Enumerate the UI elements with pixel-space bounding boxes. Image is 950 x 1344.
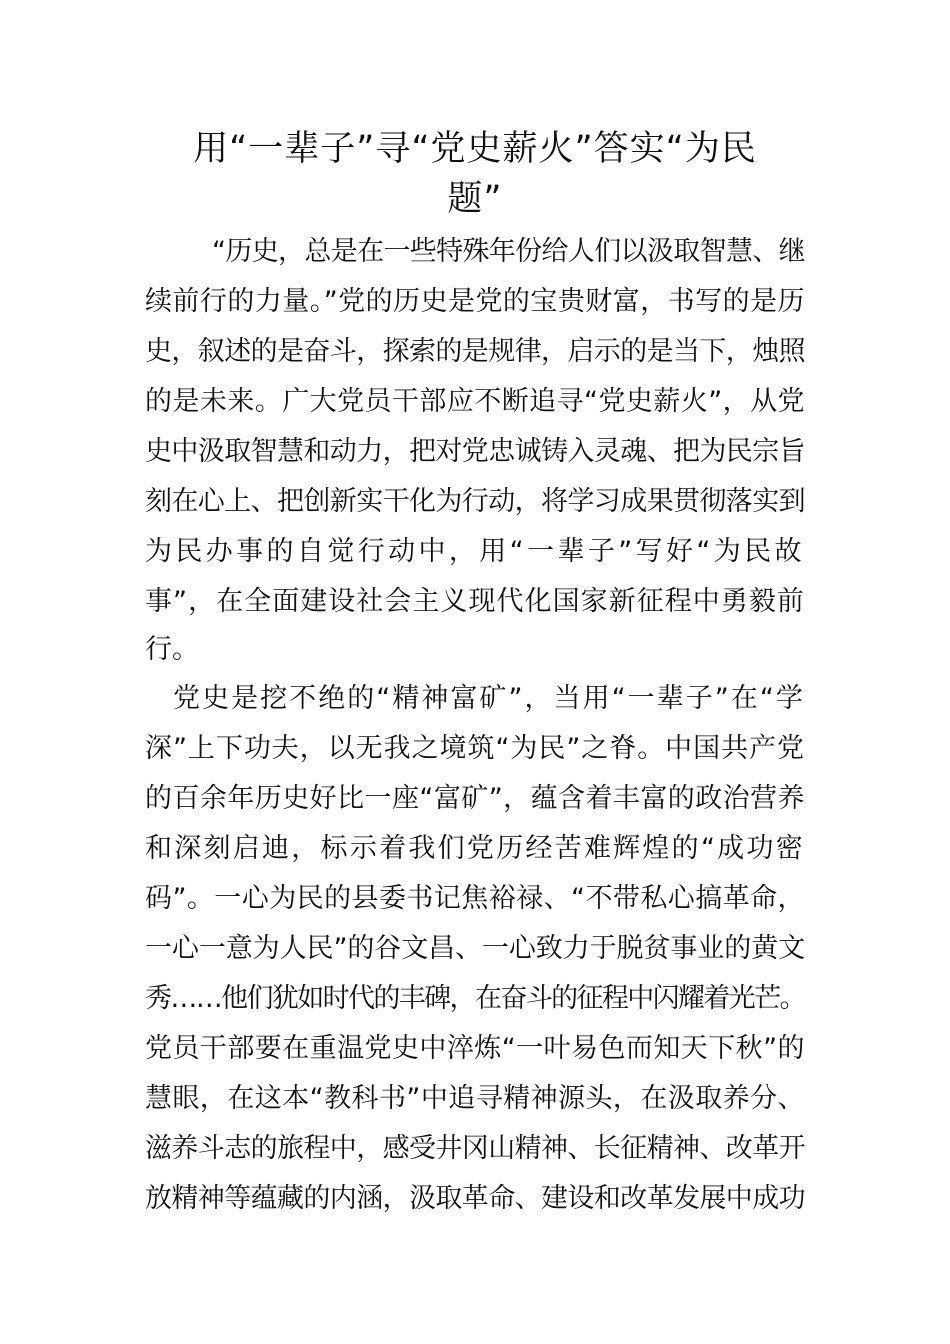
document-title — [140, 124, 810, 224]
paragraph-line: 和深刻启迪，标示着我们党历经苦难辉煌的“成功密 — [145, 833, 805, 864]
paragraph-line: “历史，总是在一些特殊年份给人们以汲取智慧、继 — [212, 236, 806, 267]
paragraph-line: 的百余年历史好比一座“富矿”，蕴含着丰富的政治营养 — [145, 783, 805, 814]
paragraph-line: 行。 — [145, 634, 199, 665]
paragraph-line: 放精神等蕴藏的内涵，汲取革命、建设和改革发展中成功 — [145, 1183, 805, 1214]
paragraph-line: 码”。一心为民的县委书记焦裕禄、“不带私心搞革命， — [145, 883, 805, 914]
paragraph-line: 史中汲取智慧和动力，把对党忠诚铸入灵魂、把为民宗旨 — [145, 436, 805, 467]
paragraph-line: 续前行的力量。”党的历史是党的宝贵财富，书写的是历 — [145, 286, 805, 317]
title-line: 题” — [447, 179, 503, 219]
paragraph-line: 党员干部要在重温党史中淬炼“一叶易色而知天下秋”的 — [145, 1033, 805, 1064]
paragraph-line: 滋养斗志的旅程中，感受井冈山精神、长征精神、改革开 — [145, 1133, 805, 1164]
paragraph-line: 党史是挖不绝的“精神富矿”，当用“一辈子”在“学 — [173, 683, 805, 714]
paragraph-line: 事”，在全面建设社会主义现代化国家新征程中勇毅前 — [145, 586, 805, 617]
paragraph-line: 为民办事的自觉行动中，用“一辈子”写好“为民故 — [145, 536, 805, 567]
paragraph-line: 慧眼，在这本“教科书”中追寻精神源头，在汲取养分、 — [145, 1083, 805, 1114]
paragraph-line: 秀……他们犹如时代的丰碑，在奋斗的征程中闪耀着光芒。 — [145, 983, 805, 1014]
paragraph-line: 的是未来。广大党员干部应不断追寻“党史薪火”，从党 — [145, 386, 805, 417]
paragraph-line: 史，叙述的是奋斗，探索的是规律，启示的是当下，烛照 — [145, 336, 805, 367]
paragraph-line: 深”上下功夫，以无我之境筑“为民”之脊。中国共产党 — [145, 733, 805, 764]
title-line: 用“一辈子”寻“党史薪火”答实“为民 — [193, 129, 757, 169]
paragraph-line: 刻在心上、把创新实干化为行动，将学习成果贯彻落实到 — [145, 486, 805, 517]
paragraph-line: 一心一意为人民”的谷文昌、一心致力于脱贫事业的黄文 — [145, 933, 805, 964]
